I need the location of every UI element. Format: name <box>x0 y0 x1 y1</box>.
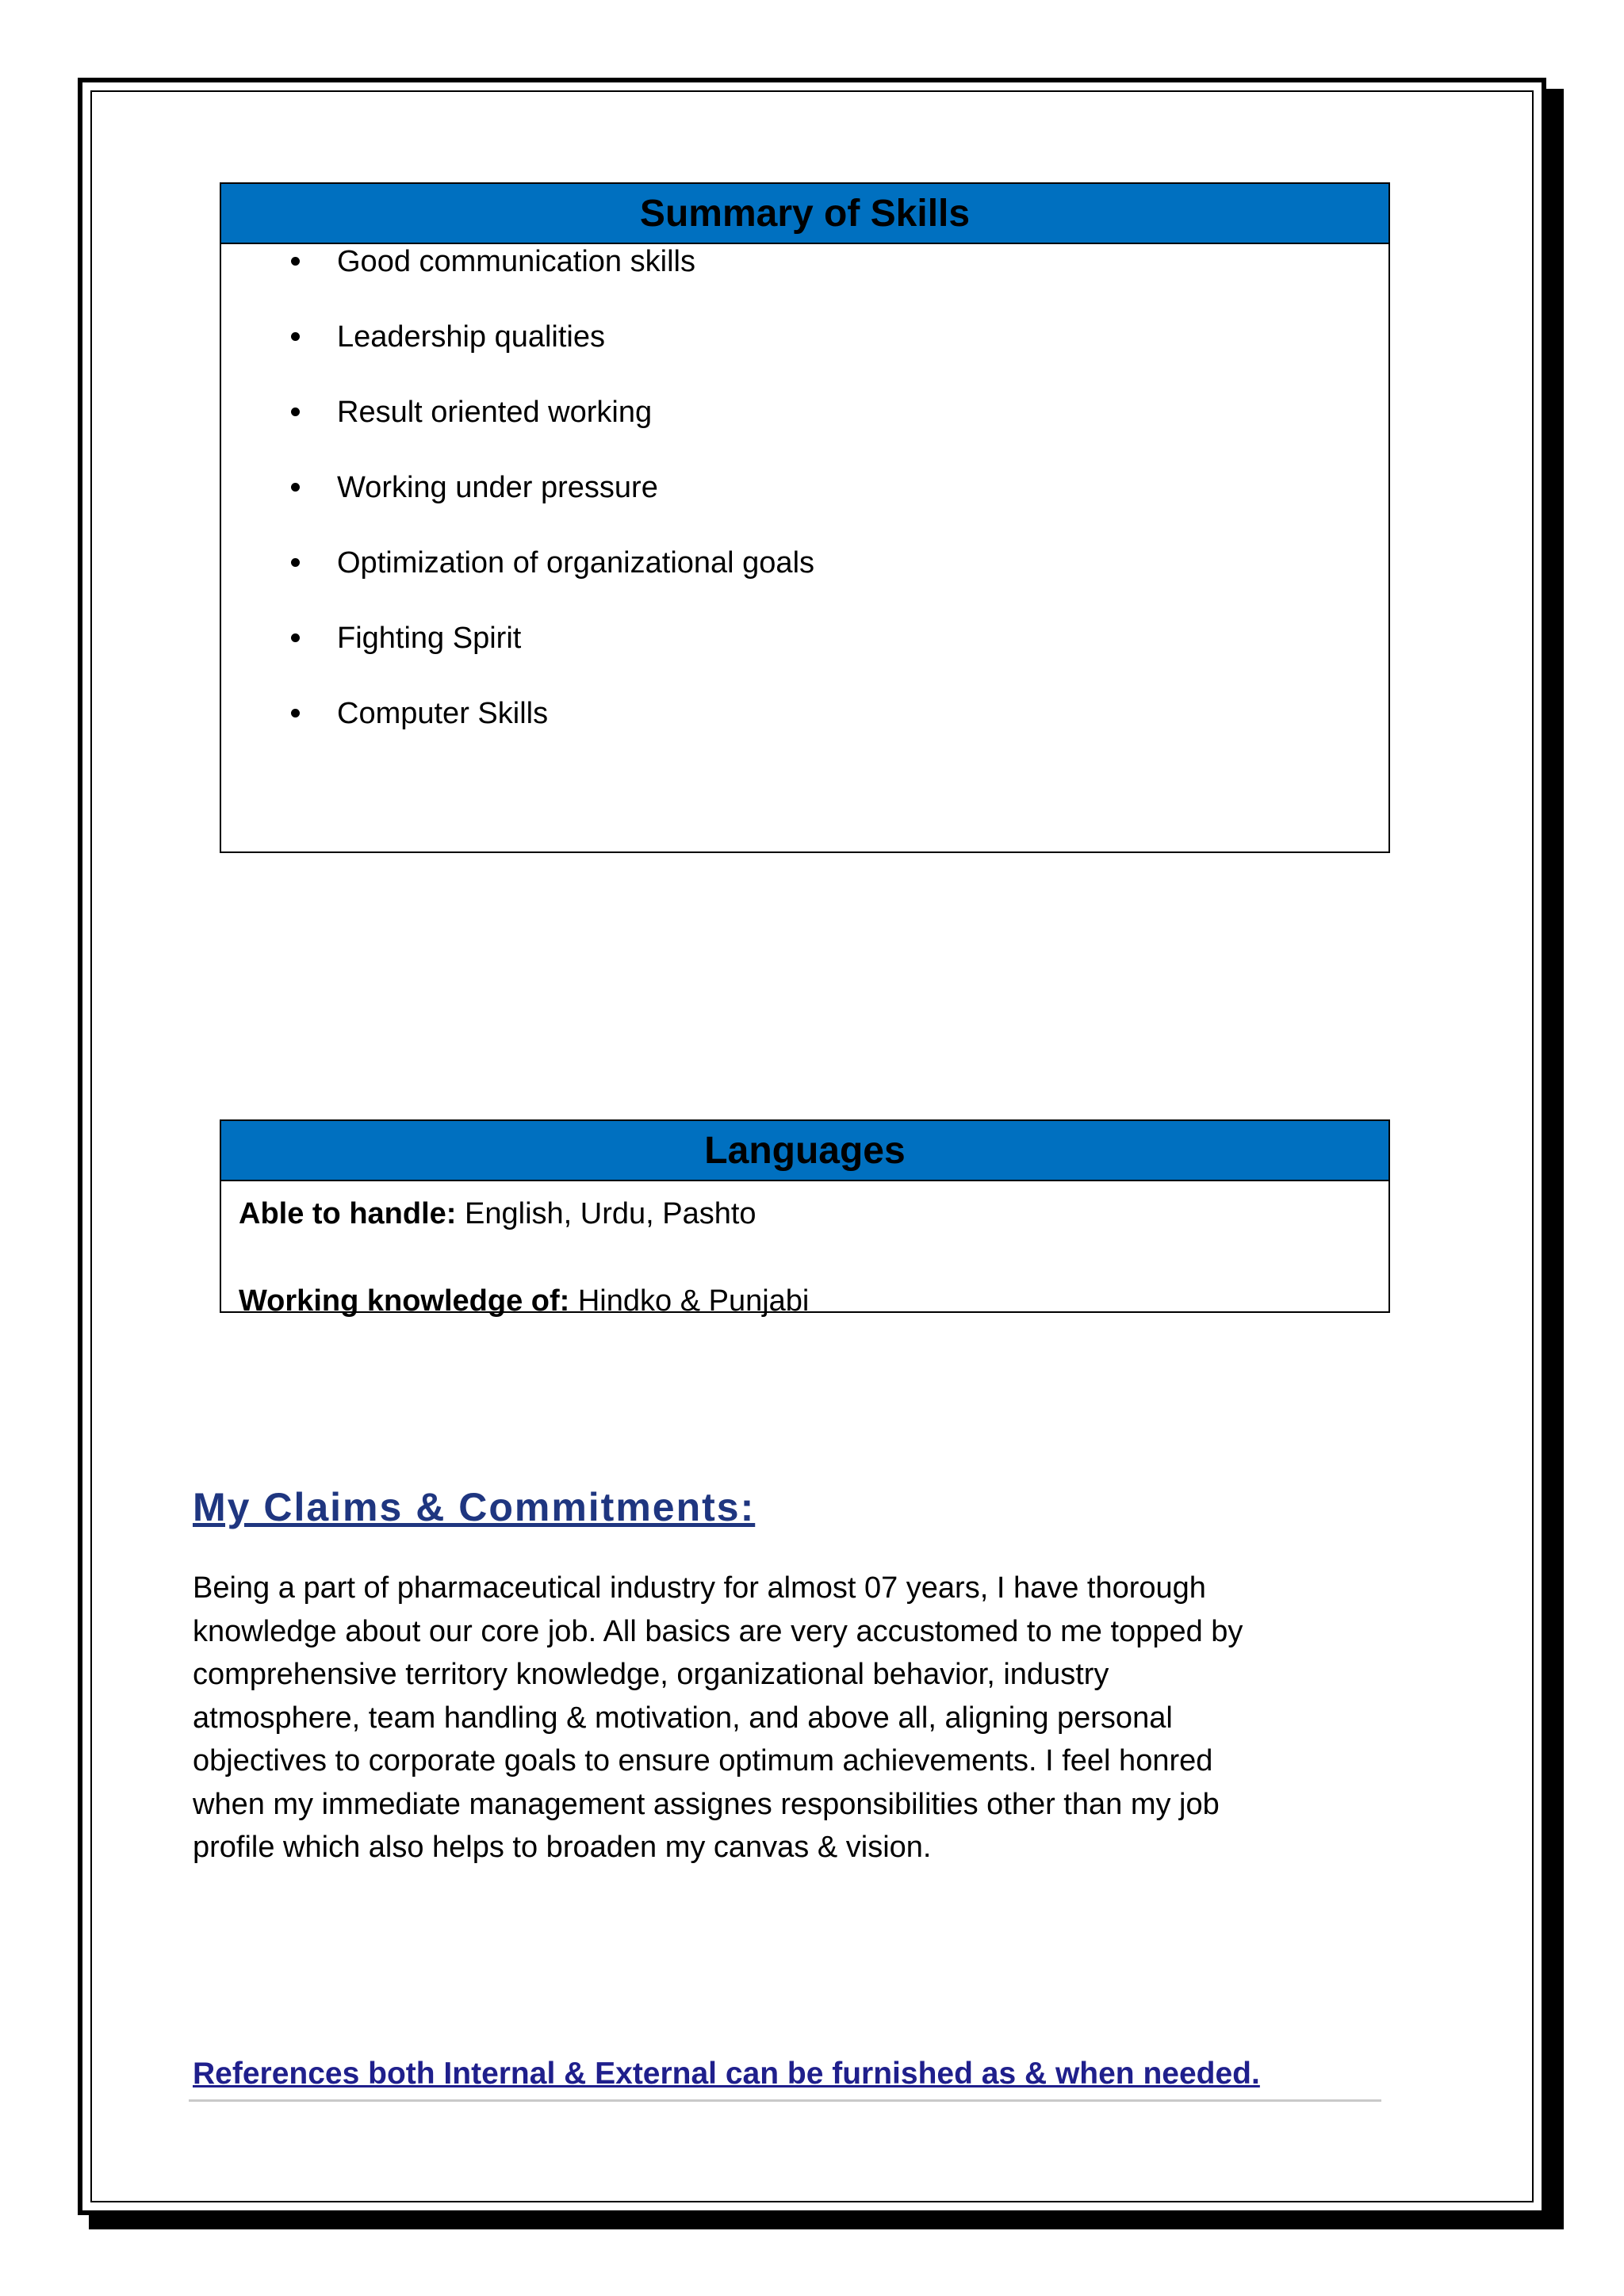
skill-text: Computer Skills <box>337 697 549 730</box>
list-item <box>221 320 1388 395</box>
languages-value: Hindko & Punjabi <box>569 1284 810 1318</box>
list-item <box>221 470 1388 545</box>
languages-section <box>220 1119 1390 1318</box>
claims-title: My Claims & Commitments: <box>193 1485 756 1529</box>
bullet-icon <box>291 633 300 642</box>
claims-line: Being a part of pharmaceutical industry for almost 07 years, I have thorough <box>193 1571 1206 1605</box>
bullet-icon <box>291 709 300 718</box>
claims-line: objectives to corporate goals to ensure optimum achievements. I feel honred <box>193 1744 1213 1777</box>
bullet-icon <box>291 558 300 567</box>
bullet-icon <box>291 332 300 341</box>
skill-text: Fighting Spirit <box>337 622 522 655</box>
languages-label: Working knowledge of: <box>239 1284 570 1318</box>
claims-line: atmosphere, team handling & motivation, and above all, aligning personal <box>193 1701 1173 1735</box>
languages-line-handle <box>239 1197 756 1231</box>
list-item <box>221 621 1388 696</box>
languages-line-working <box>239 1284 809 1318</box>
list-item <box>221 244 1388 320</box>
claims-line: profile which also helps to broaden my canvas & vision. <box>193 1831 932 1864</box>
claims-line: comprehensive territory knowledge, organizational behavior, industry <box>193 1658 1109 1691</box>
bullet-icon <box>291 257 300 266</box>
skill-text: Result oriented working <box>337 396 653 429</box>
languages-label: Able to handle: <box>239 1197 457 1230</box>
skill-text: Leadership qualities <box>337 320 606 354</box>
skill-text: Good communication skills <box>337 245 695 278</box>
list-item <box>221 696 1388 771</box>
claims-paragraph <box>193 1567 1406 1869</box>
claims-line: knowledge about our core job. All basics are very accustomed to me topped by <box>193 1614 1243 1648</box>
languages-value: English, Urdu, Pashto <box>456 1197 756 1230</box>
claims-line: when my immediate management assignes responsibilities other than my job <box>193 1787 1220 1821</box>
bullet-icon <box>291 408 300 416</box>
languages-header: Languages <box>221 1121 1388 1181</box>
bullet-icon <box>291 483 300 492</box>
skill-text: Working under pressure <box>337 471 658 504</box>
skills-section <box>220 182 1390 853</box>
list-item <box>221 395 1388 470</box>
skills-header: Summary of Skills <box>221 184 1388 244</box>
references-divider <box>189 2099 1381 2102</box>
skill-text: Optimization of organizational goals <box>337 546 815 580</box>
skills-list <box>221 244 1388 771</box>
references-note: References both Internal & External can be furnished as & when needed. <box>193 2057 1260 2091</box>
list-item <box>221 545 1388 621</box>
